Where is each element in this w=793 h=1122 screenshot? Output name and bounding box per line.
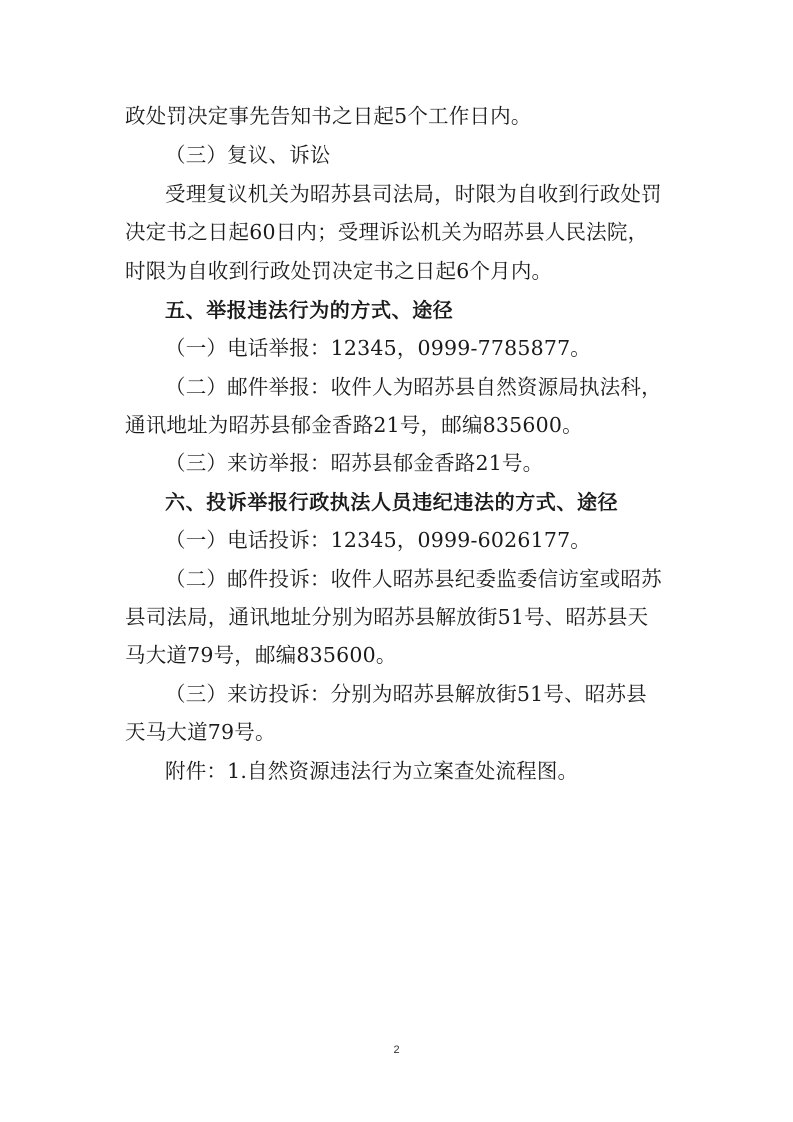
text-line-8: （二）邮件举报：收件人为昭苏县自然资源局执法科，	[165, 375, 662, 399]
text-line-13: （二）邮件投诉：收件人昭苏县纪委监委信访室或昭苏	[165, 567, 662, 591]
text-line-12: （一）电话投诉：12345，0999-6026177。	[165, 528, 592, 552]
text-line-9: 通讯地址为昭苏县郁金香路21号，邮编835600。	[125, 413, 583, 437]
subheading-review-litigation: （三）复议、诉讼	[165, 143, 331, 167]
text-line-15: 马大道79号，邮编835600。	[125, 643, 397, 667]
section-heading-5: 五、举报违法行为的方式、途径	[165, 298, 454, 322]
page-number: 2	[393, 1044, 400, 1056]
text-line-1: 政处罚决定事先告知书之日起5个工作日内。	[125, 104, 532, 128]
text-line-16: （三）来访投诉：分别为昭苏县解放街51号、昭苏县	[165, 682, 647, 706]
text-line-10: （三）来访举报：昭苏县郁金香路21号。	[165, 451, 544, 475]
attachment-line: 附件：1.自然资源违法行为立案查处流程图。	[165, 759, 579, 783]
text-line-14: 县司法局，通讯地址分别为昭苏县解放街51号、昭苏县天	[125, 605, 649, 629]
text-line-17: 天马大道79号。	[125, 720, 276, 744]
section-heading-6: 六、投诉举报行政执法人员违纪违法的方式、途径	[165, 490, 619, 514]
text-line-4: 决定书之日起60日内；受理诉讼机关为昭苏县人民法院，	[125, 220, 649, 244]
text-line-3: 受理复议机关为昭苏县司法局，时限为自收到行政处罚	[165, 182, 662, 206]
text-line-5: 时限为自收到行政处罚决定书之日起6个月内。	[125, 259, 553, 283]
text-line-7: （一）电话举报：12345，0999-7785877。	[165, 336, 592, 360]
